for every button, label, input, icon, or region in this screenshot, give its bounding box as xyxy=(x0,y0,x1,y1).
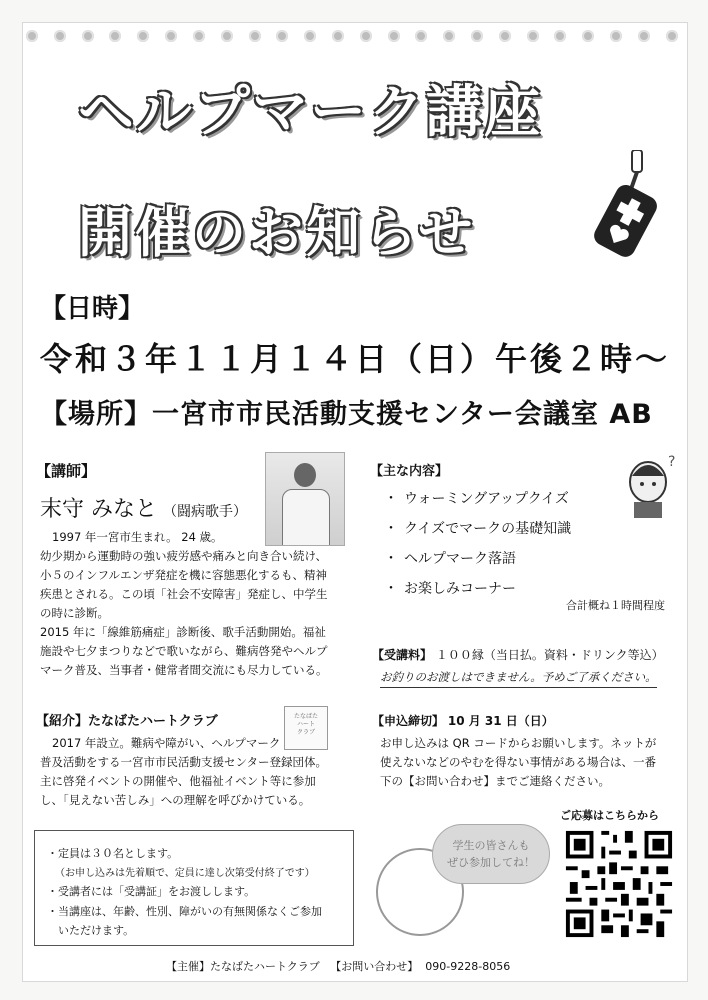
intro-line: 主に啓発イベントの開催や、他福祉イベント等に参加 xyxy=(40,774,316,788)
fee-line xyxy=(372,646,664,665)
fee-note: お釣りのお渡しはできません。予めご了承ください。 xyxy=(380,668,657,688)
intro-text xyxy=(40,734,327,810)
flower-border xyxy=(26,30,678,48)
note-line: ・定員は３０名とします。 xyxy=(47,847,179,860)
thinking-person-icon xyxy=(624,450,684,518)
flower-icon xyxy=(471,30,483,42)
footer-contact-label: 【お問い合わせ】 xyxy=(330,960,419,973)
bio-line: 施設や七夕まつりなどで歌いながら、難病啓発やヘルプ xyxy=(40,644,328,658)
place-line xyxy=(40,392,653,431)
datetime-value: 令和３年１１月１４日（日）午後２時～ xyxy=(40,340,671,378)
bubble-line: 学生の皆さんも xyxy=(452,839,530,852)
bio-line: 2015 年に「線維筋痛症」診断後、歌手活動開始。福祉 xyxy=(40,625,326,639)
bubble-line: ぜひ参加してね！ xyxy=(447,856,535,869)
bio-line: 1997 年一宮市生まれ。 24 歳。 xyxy=(52,530,223,544)
help-mark-icon xyxy=(580,150,672,260)
contents-list xyxy=(384,484,571,604)
intro-header xyxy=(36,710,218,729)
flower-icon xyxy=(388,30,400,42)
club-logo: たなばた ハート クラブ xyxy=(284,706,328,750)
flower-icon xyxy=(193,30,205,42)
deadline-line: 下の【お問い合わせ】までご連絡ください。 xyxy=(380,774,610,788)
flower-icon xyxy=(415,30,427,42)
bio-line: の時に診断。 xyxy=(40,606,109,620)
fee-value: １００縁（当日払。資料・ドリンク等込） xyxy=(435,648,664,662)
intro-line: 普及活動をする一宮市市民活動支援センター登録団体。 xyxy=(40,755,328,769)
flower-icon xyxy=(499,30,511,42)
contents-item: ・ クイズでマークの基礎知識 xyxy=(384,514,571,544)
note-line: いただけます。 xyxy=(47,924,135,937)
note-line: ・当講座は、年齢、性別、障がいの有無関係なくご参加 xyxy=(47,905,322,918)
flower-icon xyxy=(249,30,261,42)
bio-line: 幼少期から運動時の強い疲労感や痛みと向き合い続け、 xyxy=(40,549,328,563)
flower-icon xyxy=(638,30,650,42)
flower-icon xyxy=(360,30,372,42)
footer-phone: 090-9228-8056 xyxy=(425,960,511,973)
flower-icon xyxy=(82,30,94,42)
intro-line: し、「見えない苦しみ」への理解を呼びかけている。 xyxy=(40,793,311,807)
bio-line: マーク普及、当事者・健常者間交流にも尽力している。 xyxy=(40,663,328,677)
flower-icon xyxy=(610,30,622,42)
deadline-line xyxy=(372,712,554,731)
contents-item: ・ ウォーミングアップクイズ xyxy=(384,484,571,514)
intro-line: 2017 年設立。難病や障がい、ヘルプマーク xyxy=(52,736,281,750)
deadline-line: 使えないなどのやむを得ない事情がある場合は、一番 xyxy=(380,755,656,769)
flower-icon xyxy=(527,30,539,42)
place-label: 【場所】 xyxy=(40,399,152,430)
flower-icon xyxy=(54,30,66,42)
page-title: ヘルプマーク講座 xyxy=(78,80,542,145)
intro-org: たなばたハートクラブ xyxy=(88,714,218,729)
datetime-label: 【日時】 xyxy=(40,294,145,324)
bio-line: 疾患とされる。この頃「社会不安障害」発症し、中学生 xyxy=(40,587,328,601)
intro-label: 【紹介】 xyxy=(36,714,89,729)
contents-label: 【主な内容】 xyxy=(370,464,449,479)
duration-note: 合計概ね１時間程度 xyxy=(566,599,665,612)
notes-box xyxy=(34,830,354,946)
footer-organizer: 【主催】たなばたハートクラブ xyxy=(166,960,320,973)
bio-line: 小５のインフルエンザ発症を機に容態悪化するも、精神 xyxy=(40,568,328,582)
flower-icon xyxy=(221,30,233,42)
flower-icon xyxy=(304,30,316,42)
contents-item: ・ お楽しみコーナー xyxy=(384,574,571,604)
deadline-text xyxy=(380,734,656,791)
flower-icon xyxy=(26,30,38,42)
page-subtitle: 開催のお知らせ xyxy=(78,201,476,264)
note-line: ・受講者には「受講証」をお渡しします。 xyxy=(47,885,256,898)
fee-label: 【受講料】 xyxy=(372,648,433,662)
place-value: 一宮市市民活動支援センター会議室 AB xyxy=(152,399,653,430)
lecturer-bio xyxy=(40,528,328,680)
lecturer-role: （闘病歌手） xyxy=(163,504,247,520)
flower-icon xyxy=(332,30,344,42)
lecturer-name-line xyxy=(40,492,247,523)
deadline-value: 10 月 31 日（日） xyxy=(447,714,554,728)
flower-icon xyxy=(666,30,678,42)
flower-icon xyxy=(582,30,594,42)
flower-icon xyxy=(554,30,566,42)
lecturer-name: 末守 みなと xyxy=(40,497,157,522)
flower-icon xyxy=(137,30,149,42)
qr-code[interactable] xyxy=(562,826,676,942)
flower-icon xyxy=(165,30,177,42)
footer xyxy=(166,958,510,974)
deadline-line: お申し込みは QR コードからお願いします。ネットが xyxy=(380,736,657,750)
deadline-label: 【申込締切】 xyxy=(372,714,445,728)
qr-label: ご応募はこちらから xyxy=(560,809,659,822)
contents-item: ・ ヘルプマーク落語 xyxy=(384,544,571,574)
flower-icon xyxy=(109,30,121,42)
lecturer-label: 【講師】 xyxy=(36,462,97,480)
note-line: （お申し込みは先着順で、定員に達し次第受付終了です） xyxy=(55,868,315,879)
flower-icon xyxy=(443,30,455,42)
flower-icon xyxy=(276,30,288,42)
student-bubble xyxy=(432,824,550,884)
svg-text:?: ? xyxy=(668,454,676,470)
